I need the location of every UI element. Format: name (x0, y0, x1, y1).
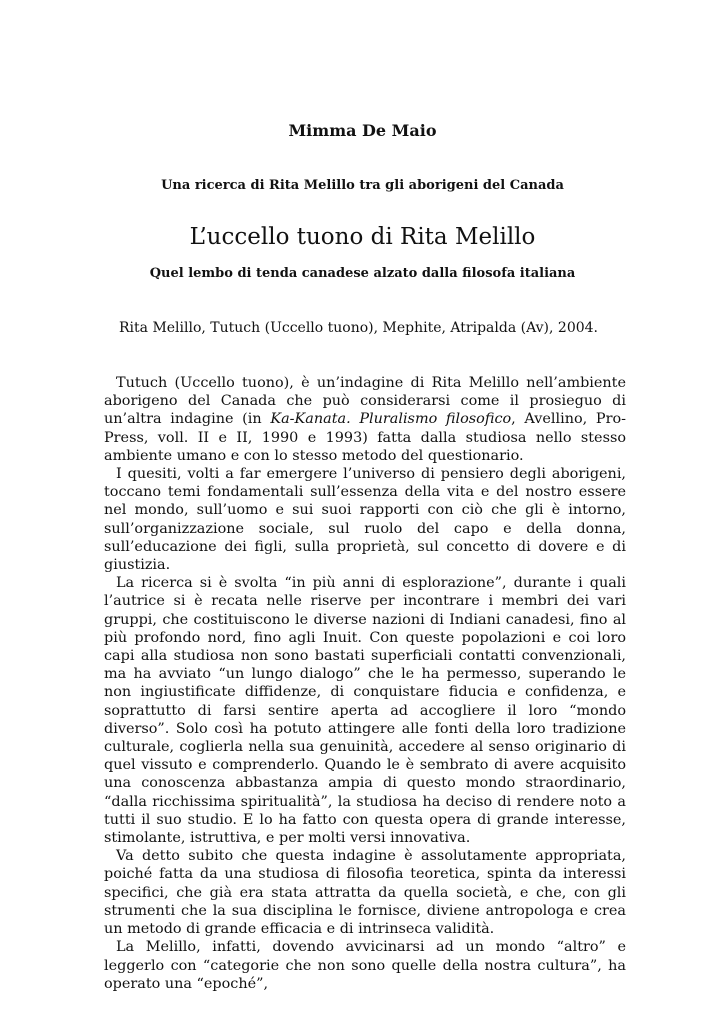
article-body (104, 374, 626, 993)
paragraph-1-text-a: Tutuch (Uccello tuono), è un’indagine di Rita Melillo nell’ambiente aborigeno del Canada che può considerarsi come il prosieguo di un’altra indagine (in (104, 375, 626, 428)
article-kicker: Una ricerca di Rita Melillo tra gli aborigeni del Canada (161, 178, 564, 193)
body-paragraph-1 (104, 374, 626, 465)
article-author: Mimma De Maio (288, 121, 437, 140)
paragraph-1-text-b: , Avellino, Pro-Press, voll. II e II, 1990 e 1993) fatta dalla studiosa nello stesso ambiente umano e con lo stesso metodo del questionario. (104, 411, 626, 464)
article-subtitle: Quel lembo di tenda canadese alzato dalla filosofa italiana (149, 266, 576, 281)
body-paragraph-5: La Melillo, infatti, dovendo avvicinarsi ad un mondo “altro” e leggerlo con “categorie che non sono quelle della nostra cultura”, ha operato una “epoché”, (104, 939, 626, 992)
book-citation: Rita Melillo, Tutuch (Uccello tuono), Mephite, Atripalda (Av), 2004. (119, 320, 598, 336)
paragraph-1-italic-title: Ka-Kanata. Pluralismo filosofico (270, 411, 512, 428)
body-paragraph-4: Va detto subito che questa indagine è assolutamente appropriata, poiché fatta da una studiosa di filosofia teoretica, spinta da interessi specifici, che già era stata attratta da quella società, e che, con gli strumenti che la sua disciplina le fornisce, diviene antropologa e crea un metodo di grande efficacia e di intrinseca validità. (104, 848, 626, 938)
article-title: L’uccello tuono di Rita Melillo (189, 224, 536, 250)
body-paragraph-3: La ricerca si è svolta “in più anni di esplorazione”, durante i quali l’autrice si è recata nelle riserve per incontrare i membri dei vari gruppi, che costituiscono le diverse nazioni di Indiani canadesi, fino al più profondo nord, fino agli Inuit. Con queste popolazioni e coi loro capi alla studiosa non sono bastati superficiali contatti convenzionali, ma ha avviato “un lungo dialogo” che le ha permesso, superando le non ingiustificate diffidenze, di conquistare fiducia e confidenza, e soprattutto di farsi sentire aperta ad accogliere il loro “mondo diverso”. Solo così ha potuto attingere alle fonti della loro tradizione culturale, coglierla nella sua genuinità, accedere al senso originario di quel vissuto e comprenderlo. Quando le è sembrato di avere acquisito una conoscenza abbastanza ampia di questo mondo straordinario, “dalla ricchissima spiritualità”, la studiosa ha deciso di rendere noto a tutti il suo studio. E lo ha fatto con questa opera di grande interesse, stimolante, istruttiva, e per molti versi innovativa. (104, 575, 626, 847)
body-paragraph-2: I quesiti, volti a far emergere l’universo di pensiero degli aborigeni, toccano temi fondamentali sull’essenza della vita e del nostro essere nel mondo, sull’uomo e sui suoi rapporti con ciò che gli è intorno, sull’organizzazione sociale, sul ruolo del capo e della donna, sull’educazione dei figli, sulla proprietà, sul concetto di dovere e di giustizia. (104, 466, 626, 574)
